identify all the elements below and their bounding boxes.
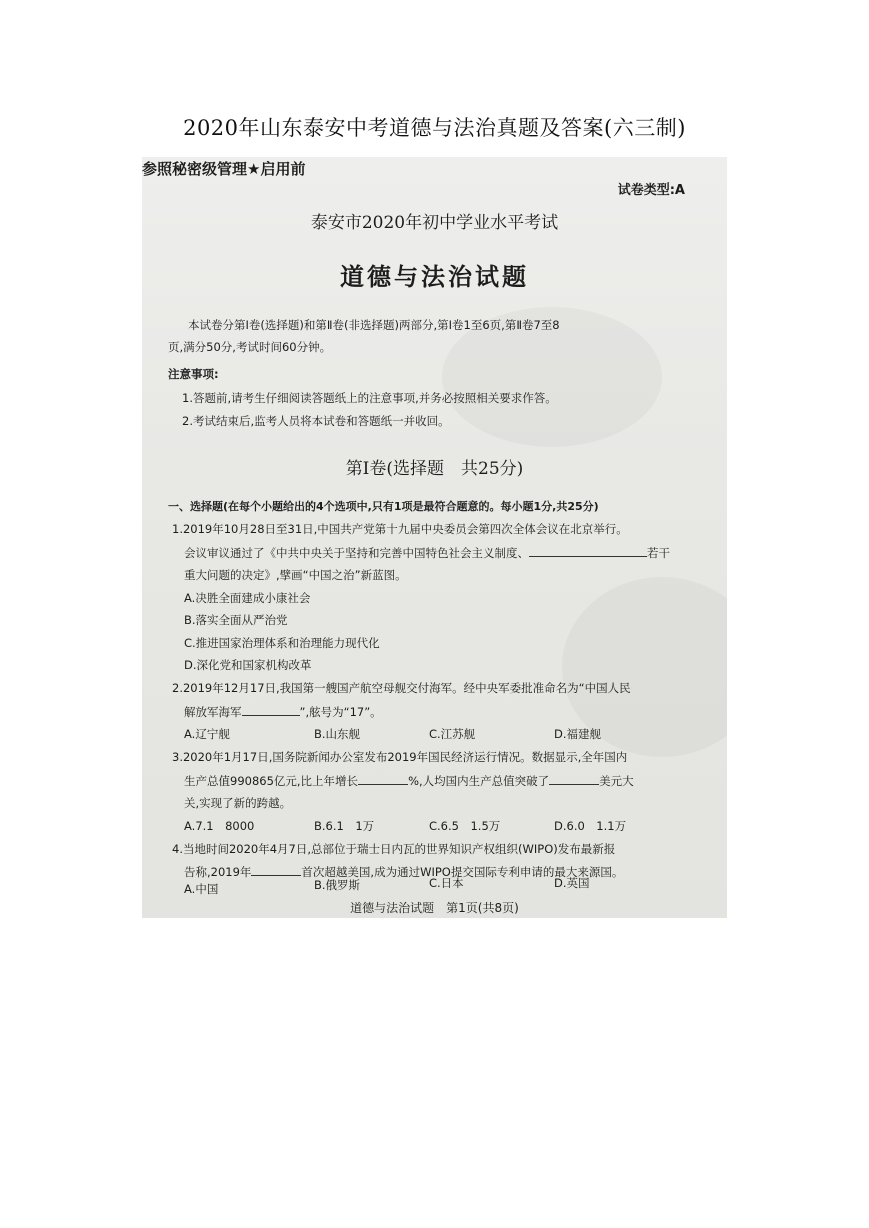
section-heading: 一、选择题(在每个小题给出的4个选项中,只有1项是最符合题意的。每小题1分,共25分): [168, 500, 599, 513]
notice-item-2: 2.考试结束后,监考人员将本试卷和答题纸一并收回。: [182, 414, 450, 428]
q1-line2-end: 若干: [647, 546, 670, 560]
q1-option-a: A.决胜全面建成小康社会: [184, 591, 311, 605]
q1-line2: [184, 544, 670, 561]
q2-option-a: A.辽宁舰: [184, 727, 230, 741]
q4-blank: [251, 863, 301, 876]
q1-option-c: C.推进国家治理体系和治理能力现代化: [184, 636, 380, 650]
q3-line1: 3.2020年1月17日,国务院新闻办公室发布2019年国民经济运行情况。数据显示,全年国内: [172, 750, 628, 764]
q3-line2-end: 美元大: [599, 774, 634, 788]
q3-blank-1: [358, 772, 408, 785]
page-footer: 道德与法治试题 第1页(共8页): [350, 901, 519, 915]
q1-option-d: D.深化党和国家机构改革: [184, 658, 312, 672]
q3-option-b: B.6.1 1万: [314, 819, 375, 833]
q3-line3: 关,实现了新的跨越。: [184, 796, 292, 810]
q4-option-d: D.英国: [554, 876, 590, 890]
q1-line3: 重大问题的决定》,擘画“中国之治”新蓝图。: [184, 568, 407, 582]
q2-line2: [184, 703, 382, 720]
notice-item-1: 1.答题前,请考生仔细阅读答题纸上的注意事项,并务必按照相关要求作答。: [182, 391, 557, 405]
q4-option-a: A.中国: [184, 882, 219, 896]
subject-title: 道德与法治试题: [340, 263, 529, 291]
q1-line2-text: 会议审议通过了《中共中央关于坚持和完善中国特色社会主义制度、: [184, 546, 529, 560]
q4-option-c: C.日本: [429, 876, 464, 890]
paper-type-label: 试卷类型:A: [617, 183, 685, 198]
notice-heading: 注意事项:: [168, 367, 219, 381]
q2-line2-end: ”,舷号为“17”。: [299, 705, 382, 719]
q3-line2-text: 生产总值990865亿元,比上年增长: [184, 774, 359, 788]
secrecy-label: 参照秘密级管理★启用前: [142, 160, 306, 178]
intro-text-line2: 页,满分50分,考试时间60分钟。: [168, 340, 332, 354]
q4-line1: 4.当地时间2020年4月7日,总部位于瑞士日内瓦的世界知识产权组织(WIPO)发布最新报: [172, 842, 616, 856]
q1-line1: 1.2019年10月28日至31日,中国共产党第十九届中央委员会第四次全体会议在北京举行。: [172, 522, 628, 536]
q2-option-b: B.山东舰: [314, 727, 361, 741]
intro-text-line1: 本试卷分第Ⅰ卷(选择题)和第Ⅱ卷(非选择题)两部分,第Ⅰ卷1至6页,第Ⅱ卷7至8: [188, 318, 560, 332]
q2-line1: 2.2019年12月17日,我国第一艘国产航空母舰交付海军。经中央军委批准命名为“中国人民: [172, 681, 631, 695]
q3-option-c: C.6.5 1.5万: [429, 819, 501, 833]
q1-option-b: B.落实全面从严治党: [184, 613, 288, 627]
q4-line2-text: 告称,2019年: [184, 865, 252, 879]
q2-option-d: D.福建舰: [554, 727, 602, 741]
part-heading: 第Ⅰ卷(选择题 共25分): [345, 459, 524, 479]
q2-line2-text: 解放军海军: [184, 705, 242, 719]
q4-option-b: B.俄罗斯: [314, 878, 361, 892]
q3-line2-mid: %,人均国内生产总值突破了: [408, 774, 550, 788]
q2-option-c: C.江苏舰: [429, 727, 476, 741]
exam-name: 泰安市2020年初中学业水平考试: [310, 213, 559, 233]
document-title: 2020年山东泰安中考道德与法治真题及答案(六三制): [183, 116, 686, 140]
q3-line2: [184, 772, 634, 789]
q2-blank: [242, 703, 300, 716]
q3-blank-2: [549, 772, 599, 785]
q1-blank: [529, 544, 647, 557]
q3-option-a: A.7.1 8000: [184, 819, 255, 833]
exam-page-photo: [142, 157, 727, 918]
q3-option-d: D.6.0 1.1万: [554, 819, 627, 833]
q4-line2-end: 首次超越美国,成为通过WIPO提交国际专利申请的最大来源国。: [301, 865, 624, 879]
